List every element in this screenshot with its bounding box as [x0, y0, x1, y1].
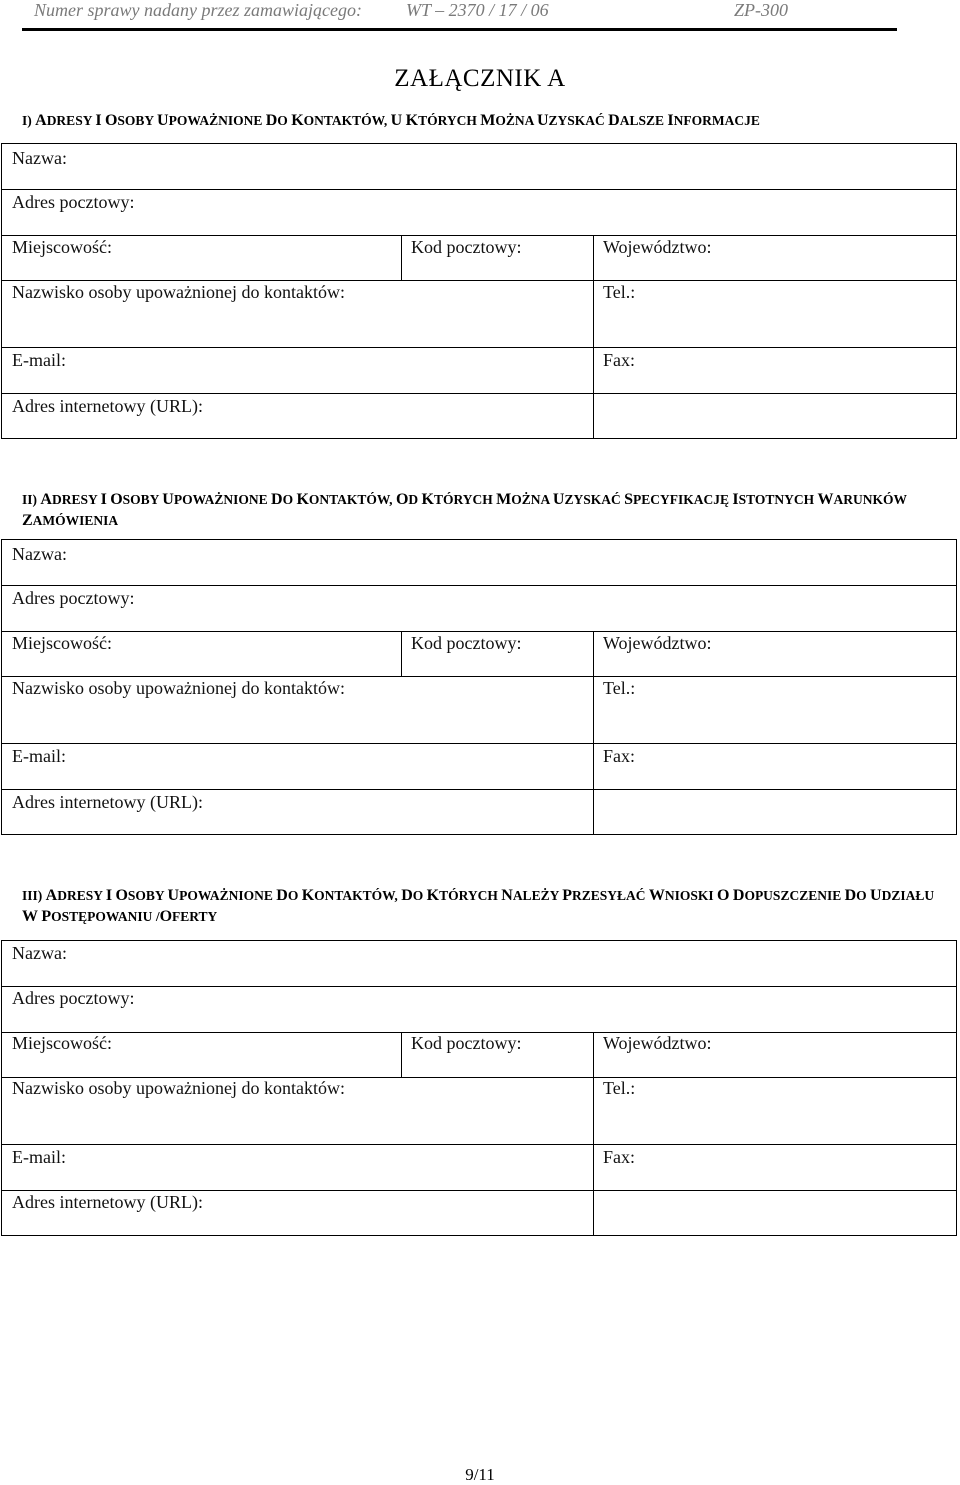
- contact-person-label: Nazwisko osoby upoważnionej do kontaktów:: [12, 282, 345, 302]
- section-heading-2: [22, 489, 942, 531]
- page-title: ZAŁĄCZNIK A: [394, 65, 566, 92]
- name-row: [2, 540, 956, 586]
- divider: [593, 393, 594, 438]
- url-row: [2, 393, 956, 438]
- email-label: E-mail:: [12, 350, 66, 370]
- email-row: [2, 347, 956, 394]
- email-row: [2, 1144, 956, 1191]
- city-row: [2, 235, 956, 281]
- contact-person-label: Nazwisko osoby upoważnionej do kontaktów:: [12, 678, 345, 698]
- fax-label: Fax:: [603, 746, 636, 766]
- postcode-label: Kod pocztowy:: [411, 1033, 522, 1053]
- city-label: Miejscowość:: [12, 237, 112, 257]
- contact-form-3: [1, 940, 957, 1236]
- divider: [593, 1144, 594, 1190]
- section-prefix: II): [22, 492, 41, 507]
- url-label: Adres internetowy (URL):: [12, 396, 203, 416]
- name-label: Nazwa:: [12, 148, 67, 168]
- divider: [401, 1032, 402, 1077]
- case-number-label: Numer sprawy nadany przez zamawiającego:: [34, 0, 362, 20]
- province-label: Województwo:: [603, 633, 712, 653]
- contact-person-row: [2, 676, 956, 744]
- page-header: [22, 0, 897, 31]
- city-row: [2, 631, 956, 677]
- section-heading-text: ADRESY I OSOBY UPOWAŻNIONE DO KONTAKTÓW, OD KTÓRYCH MOŻNA UZYSKAĆ SPECYFIKACJĘ ISTOTNYCH WARUNKÓW ZAMÓWIENIA: [22, 491, 907, 529]
- divider: [593, 1190, 594, 1235]
- name-row: [2, 941, 956, 987]
- fax-label: Fax:: [603, 1147, 636, 1167]
- fax-label: Fax:: [603, 350, 636, 370]
- divider: [593, 235, 594, 280]
- city-label: Miejscowość:: [12, 633, 112, 653]
- name-row: [2, 144, 956, 190]
- divider: [593, 280, 594, 347]
- url-row: [2, 789, 956, 834]
- url-row: [2, 1190, 956, 1235]
- contact-form-2: [1, 539, 957, 835]
- section-heading-1: [22, 110, 942, 131]
- procedure-code: ZP-300: [734, 0, 788, 20]
- address-row: [2, 189, 956, 236]
- divider: [593, 676, 594, 743]
- page-number: 9/11: [465, 1465, 495, 1484]
- address-label: Adres pocztowy:: [12, 588, 135, 608]
- url-label: Adres internetowy (URL):: [12, 792, 203, 812]
- case-number: WT – 2370 / 17 / 06: [406, 0, 549, 20]
- contact-person-row: [2, 280, 956, 348]
- city-row: [2, 1032, 956, 1078]
- divider: [593, 1032, 594, 1077]
- name-label: Nazwa:: [12, 544, 67, 564]
- url-label: Adres internetowy (URL):: [12, 1192, 203, 1212]
- email-row: [2, 743, 956, 790]
- contact-person-label: Nazwisko osoby upoważnionej do kontaktów:: [12, 1078, 345, 1098]
- divider: [593, 743, 594, 789]
- province-label: Województwo:: [603, 237, 712, 257]
- phone-label: Tel.:: [603, 282, 636, 302]
- email-label: E-mail:: [12, 746, 66, 766]
- postcode-label: Kod pocztowy:: [411, 633, 522, 653]
- address-row: [2, 585, 956, 632]
- province-label: Województwo:: [603, 1033, 712, 1053]
- city-label: Miejscowość:: [12, 1033, 112, 1053]
- address-label: Adres pocztowy:: [12, 192, 135, 212]
- section-prefix: III): [22, 888, 46, 903]
- divider: [593, 789, 594, 834]
- divider: [401, 235, 402, 280]
- address-label: Adres pocztowy:: [12, 988, 135, 1008]
- section-prefix: I): [22, 113, 36, 128]
- section-heading-3: [22, 885, 942, 927]
- divider: [593, 347, 594, 393]
- section-heading-text: ADRESY I OSOBY UPOWAŻNIONE DO KONTAKTÓW, U KTÓRYCH MOŻNA UZYSKAĆ DALSZE INFORMACJE: [35, 112, 760, 129]
- name-label: Nazwa:: [12, 943, 67, 963]
- contact-form-1: [1, 143, 957, 439]
- email-label: E-mail:: [12, 1147, 66, 1167]
- postcode-label: Kod pocztowy:: [411, 237, 522, 257]
- divider: [593, 631, 594, 676]
- contact-person-row: [2, 1077, 956, 1145]
- phone-label: Tel.:: [603, 678, 636, 698]
- divider: [401, 631, 402, 676]
- address-row: [2, 986, 956, 1033]
- divider: [593, 1077, 594, 1144]
- phone-label: Tel.:: [603, 1078, 636, 1098]
- section-heading-text: ADRESY I OSOBY UPOWAŻNIONE DO KONTAKTÓW, DO KTÓRYCH NALEŻY PRZESYŁAĆ WNIOSKI O DOPUSZCZENIE DO UDZIAŁU W POSTĘPOWANIU /OFERTY: [22, 887, 935, 925]
